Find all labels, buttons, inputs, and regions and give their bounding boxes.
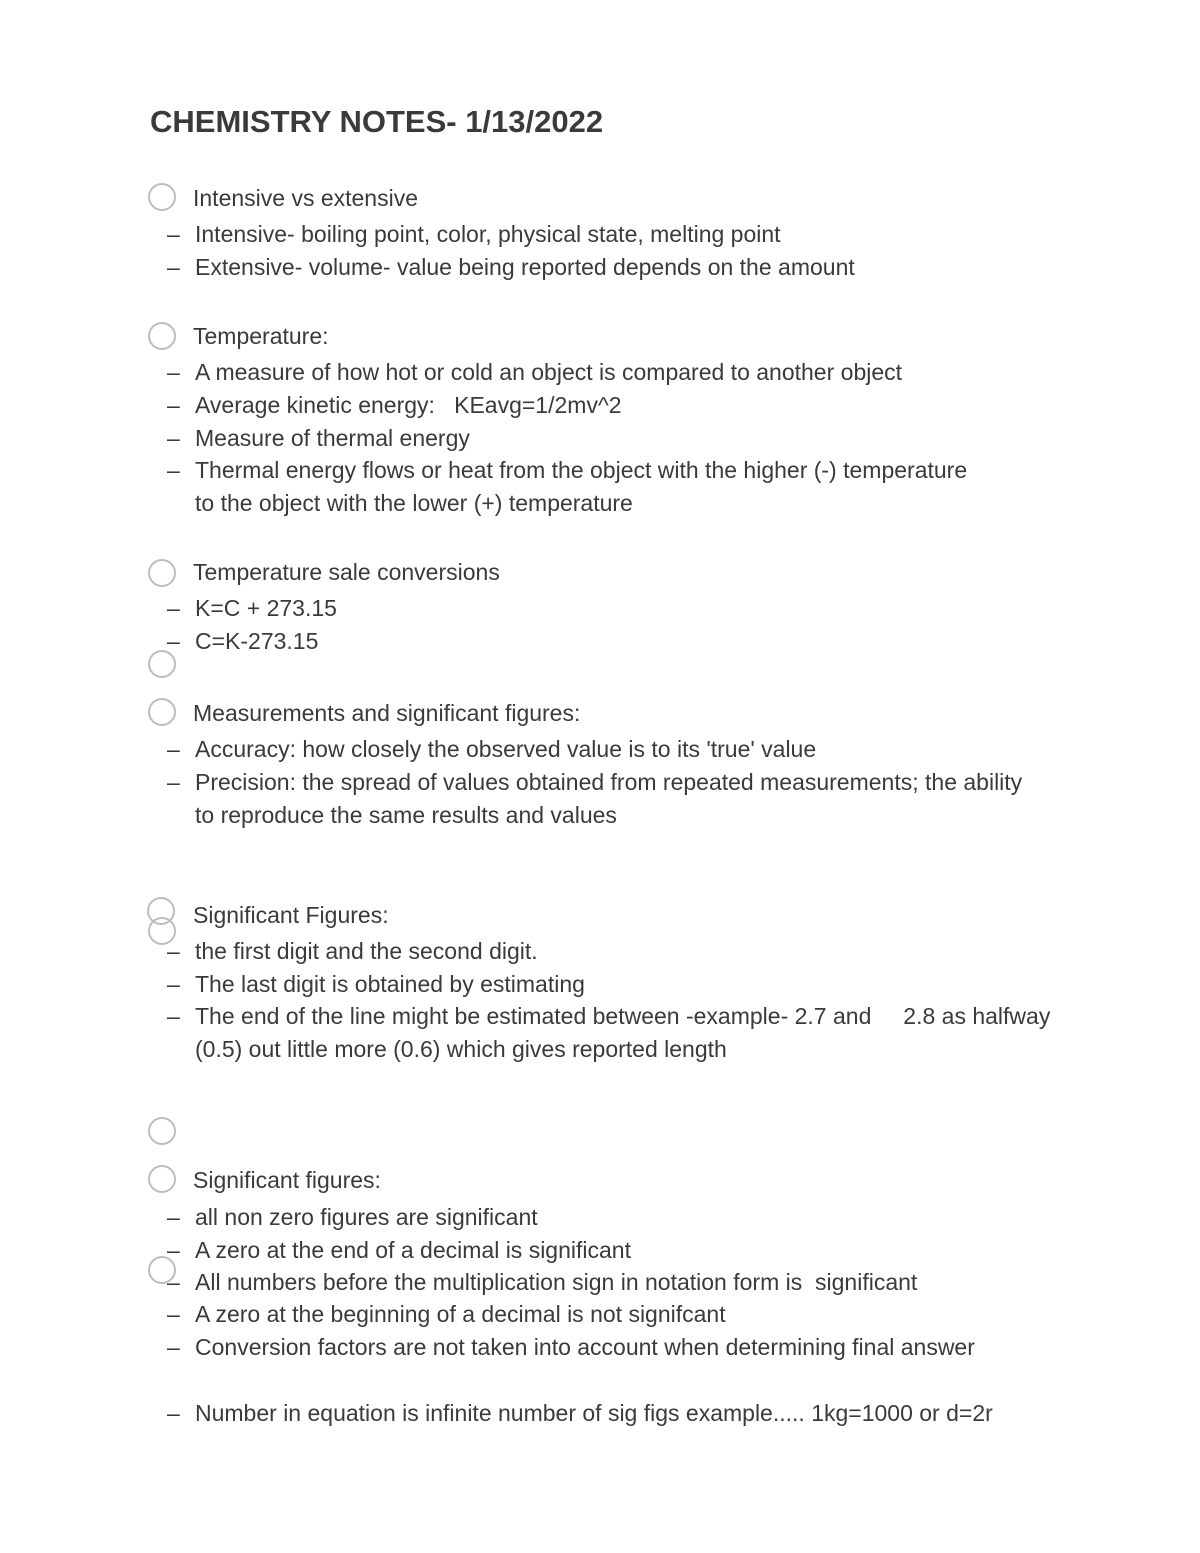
list-item-text: All numbers before the multiplication sign in notation form is significant	[195, 1269, 918, 1295]
list-item	[167, 968, 1045, 1001]
list-item-text: A zero at the beginning of a decimal is not signifcant	[195, 1301, 726, 1327]
list-item-text: Precision: the spread of values obtained from repeated measurements; the ability to reproduce the same results and values	[195, 769, 1023, 828]
dash-marker: –	[167, 1269, 180, 1295]
dash-marker: –	[167, 359, 180, 385]
list-item	[167, 935, 1045, 968]
dash-marker: –	[167, 1003, 180, 1029]
dash-marker: –	[167, 628, 180, 654]
list-item	[167, 733, 1045, 766]
dash-marker: –	[167, 971, 180, 997]
section-heading: Temperature sale conversions	[193, 559, 500, 585]
list-item-text: The last digit is obtained by estimating	[195, 971, 585, 997]
page-title: CHEMISTRY NOTES- 1/13/2022	[150, 104, 604, 139]
checkbox-circle[interactable]	[148, 650, 176, 678]
dash-marker: –	[167, 1204, 180, 1230]
list-item	[167, 1331, 1005, 1364]
section-heading: Measurements and significant figures:	[193, 700, 581, 726]
section-heading: Intensive vs extensive	[193, 185, 419, 211]
list-item	[167, 625, 1045, 658]
checkbox-circle[interactable]	[148, 1117, 176, 1145]
list-item	[167, 1000, 1055, 1066]
list-item	[167, 454, 975, 520]
list-item-text: Extensive- volume- value being reported depends on the amount	[195, 254, 855, 280]
dash-marker: –	[167, 425, 180, 451]
list-item-text: K=C + 273.15	[195, 595, 337, 621]
list-item	[167, 592, 1045, 625]
checkbox-circle[interactable]	[148, 183, 176, 211]
dash-marker: –	[167, 254, 180, 280]
list-item-text: A zero at the end of a decimal is significant	[195, 1237, 631, 1263]
list-item-text: all non zero figures are significant	[195, 1204, 538, 1230]
list-item-text: the first digit and the second digit.	[195, 938, 538, 964]
list-item-text: A measure of how hot or cold an object is compared to another object	[195, 359, 903, 385]
list-item-text: Thermal energy flows or heat from the object with the higher (-) temperature to the object with the lower (+) temperature	[195, 457, 968, 516]
dash-marker: –	[167, 392, 180, 418]
dash-marker: –	[167, 1334, 180, 1360]
checkbox-circle[interactable]	[148, 1165, 176, 1193]
section-heading: Significant Figures:	[193, 902, 389, 928]
section-heading: Temperature:	[193, 323, 329, 349]
list-item	[167, 389, 1045, 422]
dash-marker: –	[167, 221, 180, 247]
dash-marker: –	[167, 457, 180, 483]
list-item-text: Intensive- boiling point, color, physical state, melting point	[195, 221, 781, 247]
list-item-text: C=K-273.15	[195, 628, 319, 654]
list-item-text: Measure of thermal energy	[195, 425, 470, 451]
dash-marker: –	[167, 1400, 180, 1426]
list-item-text: The end of the line might be estimated between -example- 2.7 and 2.8 as halfway (0.5) out little more (0.6) which gives reported length	[195, 1003, 1057, 1062]
dash-marker: –	[167, 595, 180, 621]
list-item	[167, 1298, 1045, 1331]
list-item-text: Number in equation is infinite number of sig figs example..... 1kg=1000 or d=2r	[195, 1400, 993, 1426]
list-item	[167, 218, 1045, 251]
list-item	[167, 1234, 1045, 1267]
list-item	[167, 766, 1040, 832]
checkbox-circle[interactable]	[148, 698, 176, 726]
dash-marker: –	[167, 769, 180, 795]
section-heading: Significant figures:	[193, 1167, 381, 1193]
checkbox-circle[interactable]	[148, 559, 176, 587]
list-item	[167, 1266, 1045, 1299]
dash-marker: –	[167, 1301, 180, 1327]
checkbox-circle[interactable]	[148, 322, 176, 350]
list-item-text: Accuracy: how closely the observed value is to its 'true' value	[195, 736, 817, 762]
list-item	[167, 251, 1045, 284]
dash-marker: –	[167, 736, 180, 762]
list-item	[167, 1397, 1045, 1430]
list-item-text: Conversion factors are not taken into account when determining final answer	[195, 1334, 975, 1360]
list-item	[167, 356, 1045, 389]
list-item-text: Average kinetic energy: KEavg=1/2mv^2	[195, 392, 622, 418]
dash-marker: –	[167, 938, 180, 964]
dash-marker: –	[167, 1237, 180, 1263]
list-item	[167, 422, 1045, 455]
list-item	[167, 1201, 1045, 1234]
